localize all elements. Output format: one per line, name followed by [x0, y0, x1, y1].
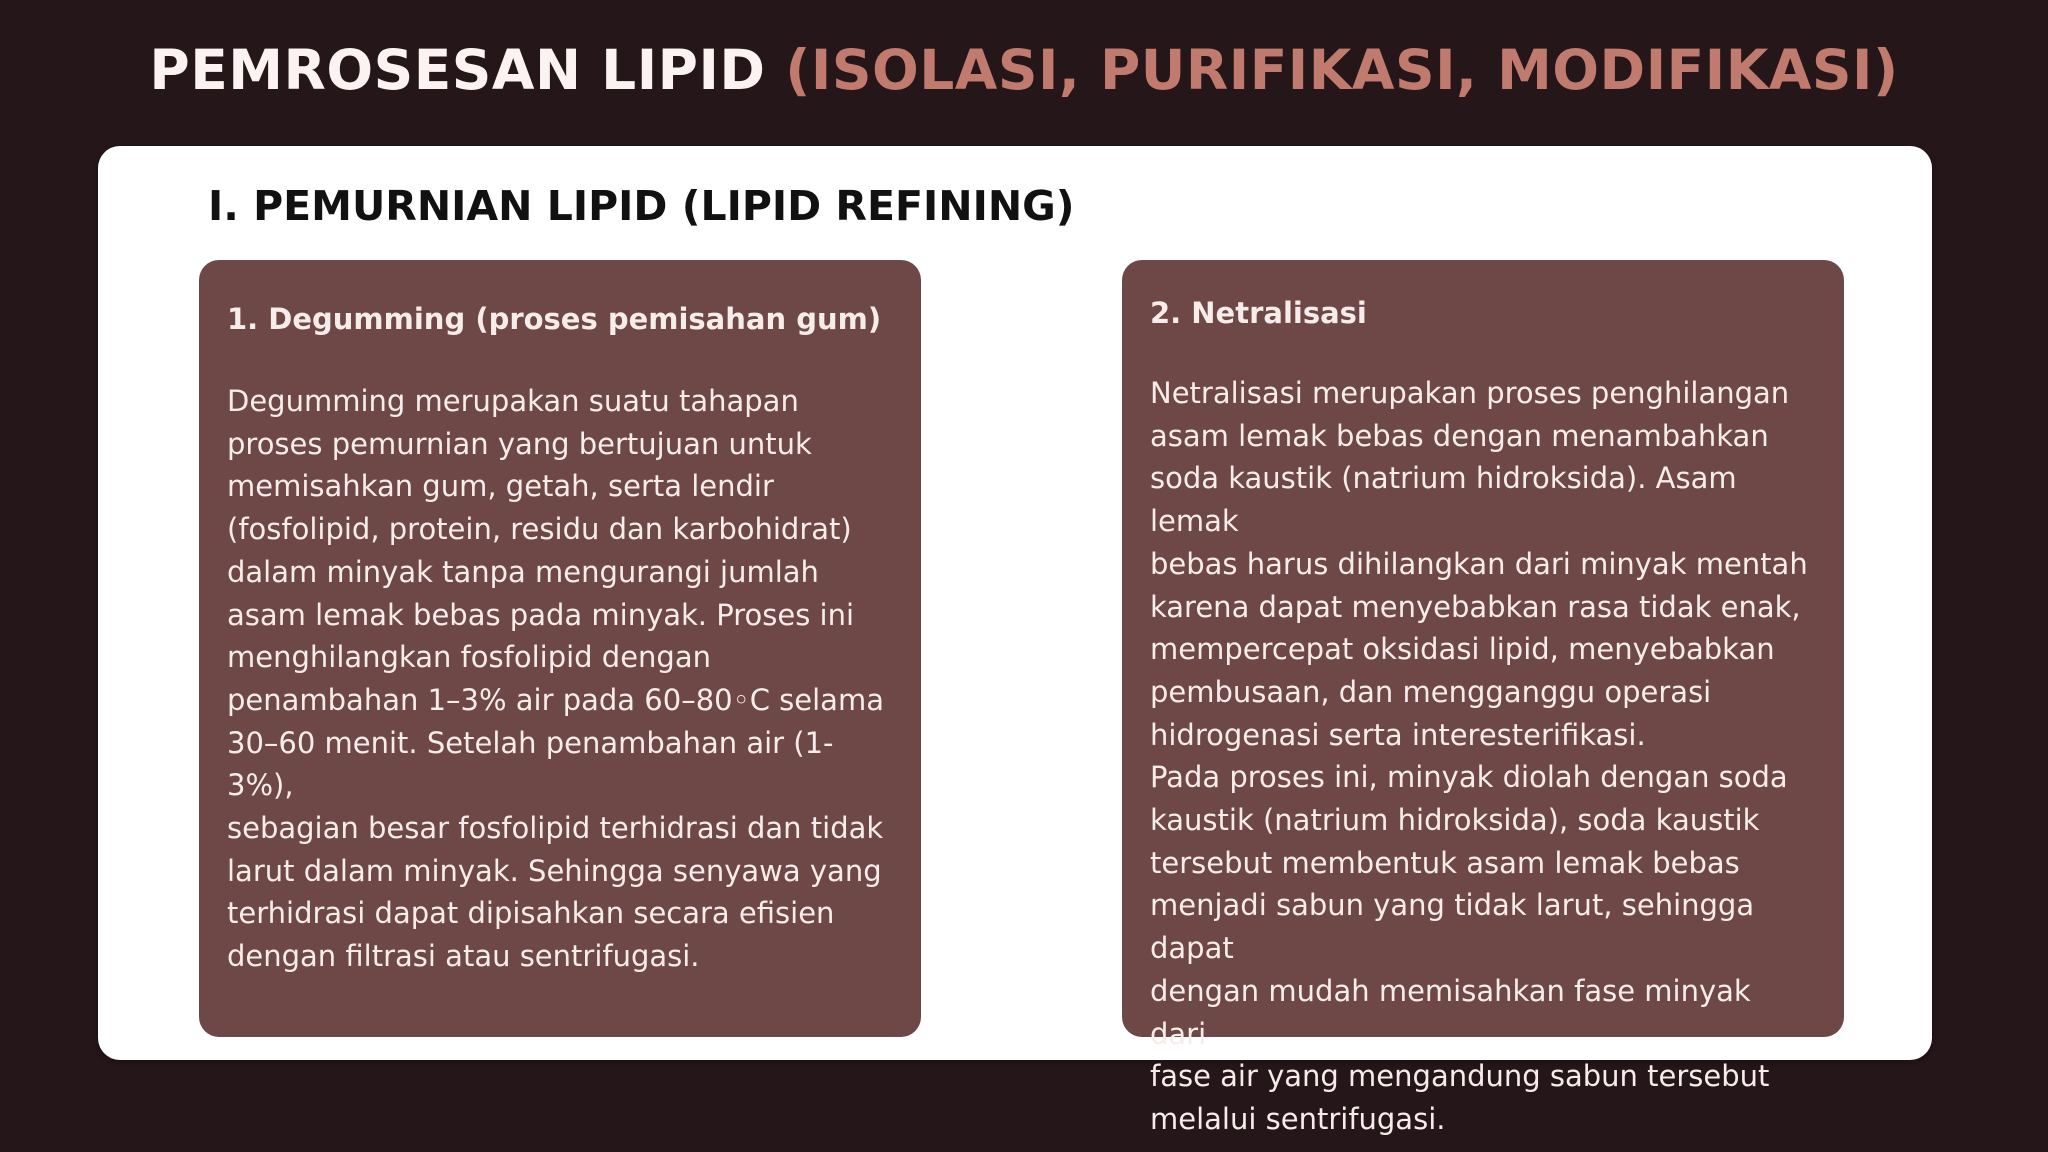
- slide-title-main: PEMROSESAN LIPID: [149, 38, 766, 102]
- section-heading: I. PEMURNIAN LIPID (LIPID REFINING): [208, 182, 1075, 230]
- slide-title: [0, 38, 2048, 102]
- content-panel: [98, 146, 1932, 1136]
- slide-title-accent: (ISOLASI, PURIFIKASI, MODIFIKASI): [785, 38, 1899, 102]
- degumming-card-title: 1. Degumming (proses pemisahan gum): [227, 302, 882, 336]
- netralisasi-card-title: 2. Netralisasi: [1150, 296, 1367, 330]
- netralisasi-card-body: Netralisasi merupakan proses penghilangan asam lemak bebas dengan menambahkan soda kaustik (natrium hidroksida). Asam lemak bebas harus dihilangkan dari minyak mentah karena dapat menyebabkan rasa tidak enak, mempercepat oksidasi lipid, menyebabkan pembusaan, dan mengganggu operasi hidrogenasi serta interesterifikasi. Pada proses ini, minyak diolah dengan soda kaustik (natrium hidroksida), soda kaustik tersebut membentuk asam lemak bebas menjadi sabun yang tidak larut, sehingga dapat dengan mudah memisahkan fase minyak dari fase air yang mengandung sabun tersebut melalui sentrifugasi.: [1150, 376, 1808, 1136]
- netralisasi-card: [1122, 260, 1844, 1136]
- degumming-card: [199, 260, 921, 1037]
- degumming-card-body: Degumming merupakan suatu tahapan proses pemurnian yang bertujuan untuk memisahkan gum, getah, serta lendir (fosfolipid, protein, residu dan karbohidrat) dalam minyak tanpa mengurangi jumlah asam lemak bebas pada minyak. Proses ini menghilangkan fosfolipid dengan penambahan 1–3% air pada 60–80◦C selama 30–60 menit. Setelah penambahan air (1-3%), sebagian besar fosfolipid terhidrasi dan tidak larut dalam minyak. Sehingga senyawa yang terhidrasi dapat dipisahkan secara efisien dengan filtrasi atau sentrifugasi.: [227, 384, 884, 974]
